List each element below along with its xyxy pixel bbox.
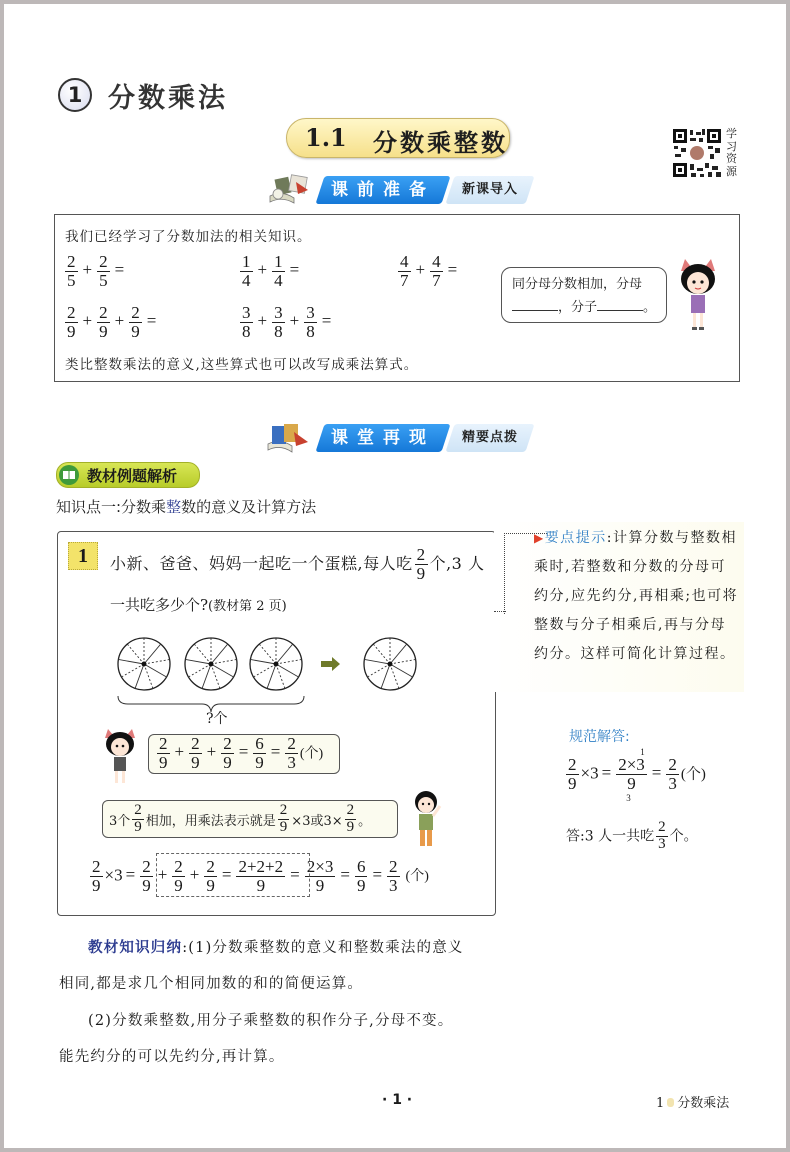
chapter-title: 分数乘法 — [108, 83, 228, 114]
answer-title: 规范解答: — [569, 729, 630, 745]
summary-line-2: 相同,都是求几个相同加数的和的简便运算。 — [59, 976, 364, 992]
fraction: $\frac{3}{8}$ — [274, 303, 283, 341]
example-number-badge: 1 — [68, 542, 98, 570]
bubble-text: 。 — [643, 300, 657, 315]
example-question-line2: 一共吃多少个?(教材第 2 页) — [110, 596, 287, 614]
banner-prep-sub — [445, 176, 534, 204]
calculation-line: $\frac{2}{9}$ ×3 = $\frac{2}{9}$ + $\frac{2}{9}$ + $\frac{2}{9}$ = $\frac{2+2+2}{9}$ = $\frac{2\times 3}{9}$ = $\frac{6}{9}$ = $\frac{2}{3}$ (个) — [88, 858, 429, 895]
girl-equation: $\frac{2}{9}$ + $\frac{2}{9}$ + $\frac{2}{9}$ = $\frac{6}{9}$ = $\frac{2}{3}$ (个) — [159, 734, 324, 772]
fraction: $\frac{2}{9}$ — [223, 734, 232, 772]
prep-box — [54, 214, 740, 382]
brace-label: ?个 — [206, 711, 228, 727]
banner-class-main-label: 课堂再现 — [331, 428, 435, 448]
prep-expr-5: $\frac{3}{8}$ + $\frac{3}{8}$ + $\frac{3}{8}$ = — [242, 303, 332, 341]
fraction: $\frac{2}{9}$ — [206, 857, 215, 895]
example-question-line1: 小新、爸爸、妈妈一起吃一个蛋糕,每人吃 $\frac{2}{9}$ 个,3 人 — [110, 545, 485, 583]
chapter-number-badge: 1 — [58, 78, 92, 112]
answer-text: 答:3 人一共吃 $\frac{2}{3}$ 个。 — [566, 819, 698, 852]
section-label-pill — [56, 462, 200, 488]
summary-line-3: (2)分数乘整数,用分子乘整数的积作分子,分母不变。 — [88, 1013, 454, 1029]
prep-analogy-text: 类比整数乘法的意义,这些算式也可以改写成乘法算式。 — [65, 357, 419, 373]
fraction: $\frac{4}{7}$ — [400, 252, 409, 290]
fraction: $\frac{6}{9}$ — [356, 857, 366, 895]
qr-caption: 学习资源 — [726, 127, 737, 178]
book-icon — [266, 422, 312, 454]
fraction: $\frac{1}{4}$ — [274, 252, 283, 290]
banner-prep-main-label: 课前准备 — [331, 180, 435, 200]
cake-circle — [185, 638, 237, 690]
running-footer: 1 分数乘法 — [656, 1096, 730, 1111]
fraction: $\frac{2}{9}$ — [131, 303, 140, 341]
banner-class-sub-label: 精要点拨 — [461, 430, 518, 445]
fraction: $\frac{2}{5}$ — [99, 252, 108, 290]
qr-code-icon[interactable] — [672, 128, 722, 178]
bubble-text: ，分子 — [558, 300, 598, 315]
banner-prep-sub-label: 新课导入 — [461, 182, 518, 197]
fraction: $\frac{1}{4}$ — [242, 252, 251, 290]
cake-circle — [118, 638, 170, 690]
open-book-icon — [59, 465, 79, 485]
prep-intro: 我们已经学习了分数加法的相关知识。 — [65, 229, 312, 245]
fraction: $\frac{6}{9}$ — [255, 734, 264, 772]
cake-diagram — [116, 634, 426, 726]
fraction: $\frac{2+2+2}{9}$ — [238, 857, 284, 895]
banner-prep-main — [315, 176, 450, 204]
textbook-reference: (教材第 2 页) — [208, 599, 287, 614]
fraction: $\frac{2}{9}$ — [416, 545, 426, 583]
fraction: $\frac{2\times 3}{9}$ — [306, 857, 334, 895]
dotted-connector — [494, 611, 506, 612]
prep-expr-1: $\frac{2}{5}$ + $\frac{2}{5}$ = — [67, 252, 125, 290]
summary-line-4: 能先约分的可以先约分,再计算。 — [59, 1049, 285, 1065]
banner-class-sub — [445, 424, 534, 452]
fraction: $\frac{2}{5}$ — [67, 252, 76, 290]
fraction: $\frac{2}{9}$ — [568, 755, 577, 793]
page-number: · 1 · — [382, 1092, 413, 1108]
fraction: $\frac{2}{3}$ — [668, 755, 677, 793]
section-label-text: 教材例题解析 — [87, 467, 178, 485]
knowledge-point-title: 知识点一:分数乘整数的意义及计算方法 — [56, 498, 317, 516]
fraction: $\frac{3}{8}$ — [242, 303, 251, 341]
boy-speech-bubble: 3个 $\frac{2}{9}$ 相加，用乘法表示就是 $\frac{2}{9}$ ×3或3× $\frac{2}{9}$ 。 — [102, 800, 398, 838]
fraction: $\frac{2}{9}$ — [159, 734, 168, 772]
answer-calculation: $\frac{2}{9}$ ×3 = 1 2×3 9 3 = $\frac{2}{3}$ (个) — [568, 747, 706, 803]
fraction: $\frac{4}{7}$ — [432, 252, 441, 290]
fraction: $\frac{3}{8}$ — [306, 303, 315, 341]
cake-circle — [250, 638, 302, 690]
fraction: $\frac{2}{9}$ — [279, 801, 288, 835]
fraction: $\frac{2}{9}$ — [67, 303, 76, 341]
fraction: $\frac{2}{3}$ — [658, 819, 666, 852]
cancel-mark: 1 — [640, 747, 645, 757]
footer-dot-icon — [667, 1098, 674, 1107]
girl-character-icon — [100, 726, 140, 786]
tip-text: ▶要点提示:计算分数与整数相乘时,若整数和分数的分母可约分,应先约分,再相乘;也可将整数与分子相乘后,再与分母约分。这样可简化计算过程。 — [534, 530, 739, 662]
girl-character-icon — [675, 255, 721, 335]
textbook-page — [4, 4, 786, 1148]
prep-expr-4: $\frac{2}{9}$ + $\frac{2}{9}$ + $\frac{2}{9}$ = — [67, 303, 157, 341]
bubble-text: 同分母分数相加，分母 — [512, 277, 643, 292]
triangle-arrow-icon: ▶ — [534, 531, 545, 545]
answer-blank[interactable] — [512, 296, 558, 311]
girl-equation-bubble — [148, 734, 340, 774]
notebook-icon — [268, 172, 314, 204]
summary-label: 教材知识归纳 — [88, 940, 183, 956]
fraction: $\frac{2}{9}$ — [346, 801, 355, 835]
fraction: $\frac{2}{9}$ — [134, 801, 142, 835]
fraction: $\frac{2}{9}$ — [191, 734, 200, 772]
section-heading — [286, 118, 510, 158]
prep-expr-3: $\frac{4}{7}$ + $\frac{4}{7}$ = — [400, 252, 458, 290]
fraction: $\frac{2}{3}$ — [389, 857, 398, 895]
fraction: $\frac{2}{9}$ — [174, 857, 183, 895]
boy-character-icon — [406, 788, 446, 852]
fraction: $\frac{2}{3}$ — [287, 734, 296, 772]
section-number: 1.1 — [305, 123, 347, 152]
dashed-highlight-box — [156, 853, 310, 897]
cake-result-circle — [364, 638, 416, 690]
answer-blank[interactable] — [597, 296, 643, 311]
fraction: $\frac{2}{9}$ — [142, 857, 151, 895]
fraction: $\frac{2}{9}$ — [99, 303, 108, 341]
speech-bubble-girl — [501, 267, 667, 323]
example-box — [57, 531, 496, 916]
fraction: $\frac{2}{9}$ — [92, 857, 101, 895]
fraction: 1 2×3 9 3 — [618, 747, 645, 803]
prep-expr-2: $\frac{1}{4}$ + $\frac{1}{4}$ = — [242, 252, 300, 290]
cancel-mark: 3 — [626, 792, 631, 803]
arrow-right-icon — [321, 657, 340, 671]
banner-class-main — [315, 424, 450, 452]
section-title: 分数乘整数 — [373, 128, 508, 157]
tip-label: 要点提示 — [544, 530, 607, 546]
summary-line-1: 教材知识归纳:(1)分数乘整数的意义和整数乘法的意义 — [88, 940, 464, 956]
